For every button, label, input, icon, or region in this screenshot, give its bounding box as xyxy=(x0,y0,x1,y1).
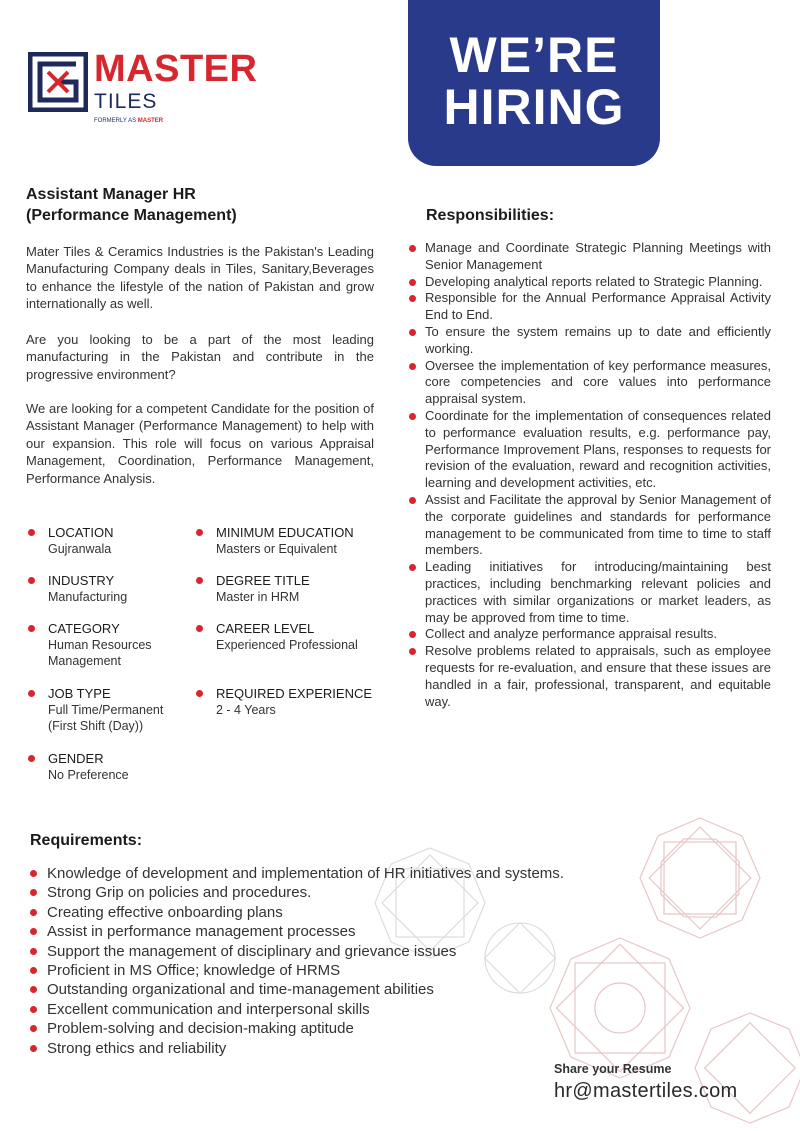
responsibility-text: To ensure the system remains up to date and efficiently working. xyxy=(425,323,771,356)
bullet-icon xyxy=(28,577,35,584)
responsibility-text: Assist and Facilitate the approval by Senior Management of the corporate guidelines and standards for performance management to be communicated from time to time to staff members. xyxy=(425,491,771,558)
list-item xyxy=(30,1039,564,1058)
list-item xyxy=(409,492,771,559)
bullet-icon xyxy=(30,986,37,993)
bullet-icon xyxy=(409,631,416,638)
list-item xyxy=(409,290,771,324)
requirements-list xyxy=(30,864,564,1058)
detail-value: Gujranwala xyxy=(48,542,112,556)
logo-name: MASTER xyxy=(94,48,258,90)
logo-mark-icon xyxy=(28,52,88,112)
responsibility-text: Oversee the implementation of key performance measures, core competencies and core values into performance appraisal system. xyxy=(425,357,771,407)
detail-label: LOCATION xyxy=(48,525,114,540)
bullet-icon xyxy=(196,529,203,536)
company-logo xyxy=(28,50,288,130)
intro-paragraph: We are looking for a competent Candidate for the position of Assistant Manager (Performance Management) to help with our expansion. This role will focus on various Appraisal Management, Coordination, Performance Management, Performance Analysis. xyxy=(26,401,374,486)
detail-value: Manufacturing xyxy=(48,590,128,604)
share-resume-label: Share your Resume xyxy=(554,1062,672,1076)
detail-label: REQUIRED EXPERIENCE xyxy=(216,686,373,701)
list-item xyxy=(30,864,564,883)
hiring-line-1: WE’RE xyxy=(449,27,619,83)
bullet-icon xyxy=(28,529,35,536)
bullet-icon xyxy=(30,928,37,935)
requirement-text: Problem-solving and decision-making aptitude xyxy=(47,1020,354,1038)
detail-label: DEGREE TITLE xyxy=(216,573,310,588)
responsibilities-list xyxy=(409,240,771,710)
job-title xyxy=(26,184,237,226)
logo-formerly-text: FORMERLY AS xyxy=(94,118,137,124)
requirement-text: Assist in performance management processes xyxy=(47,923,356,941)
intro-paragraph: Are you looking to be a part of the most leading manufacturing in the Pakistan and contribute in the progressive environment? xyxy=(26,332,374,382)
detail-label: GENDER xyxy=(48,751,104,766)
detail-value: 2 - 4 Years xyxy=(216,703,276,717)
responsibility-text: Coordinate for the implementation of consequences related to performance evaluation results, e.g. performance pay, Performance Improvement Plans, responses to requests for revision of the evaluation, reward and recognition activities, learning and development activities, etc. xyxy=(425,407,771,491)
bullet-icon xyxy=(30,870,37,877)
responsibility-text: Leading initiatives for introducing/maintaining best practices, including benchmarking relevant policies and practices with similar organizations or market leaders, as may be approved from time to time. xyxy=(425,559,771,625)
bullet-icon xyxy=(409,564,416,571)
contact-email[interactable]: hr@mastertiles.com xyxy=(554,1080,738,1102)
responsibility-text: Developing analytical reports related to Strategic Planning. xyxy=(425,273,763,289)
list-item xyxy=(30,942,564,961)
logo-tiles: TILES xyxy=(94,90,158,113)
bullet-icon xyxy=(30,1006,37,1013)
list-item xyxy=(30,1019,564,1038)
intro-paragraph: Mater Tiles & Ceramics Industries is the Pakistan's Leading Manufacturing Company deals in Tiles, Sanitary,Beverages to enhance the lifestyle of the nation of Pakistan and grow internationally as well. xyxy=(26,244,374,312)
requirement-text: Proficient in MS Office; knowledge of HRMS xyxy=(47,962,341,980)
list-item xyxy=(409,559,771,626)
requirement-text: Creating effective onboarding plans xyxy=(47,903,283,921)
requirement-text: Strong ethics and reliability xyxy=(47,1039,227,1057)
bullet-icon xyxy=(30,1045,37,1052)
logo-formerly xyxy=(94,118,163,124)
bullet-icon xyxy=(409,413,416,420)
job-title-line-1: Assistant Manager HR xyxy=(26,186,196,203)
requirement-text: Outstanding organizational and time-management abilities xyxy=(47,981,434,999)
requirement-text: Excellent communication and interpersonal skills xyxy=(47,1000,370,1018)
hiring-banner xyxy=(408,0,660,166)
detail-label: INDUSTRY xyxy=(48,573,115,588)
responsibilities-heading: Responsibilities: xyxy=(426,207,555,224)
list-item xyxy=(409,626,771,643)
bullet-icon xyxy=(30,909,37,916)
bullet-icon xyxy=(409,363,416,370)
detail-label: CAREER LEVEL xyxy=(216,621,315,636)
detail-value: Master in HRM xyxy=(216,590,300,604)
detail-value: Experienced Professional xyxy=(216,638,358,652)
bullet-icon xyxy=(28,755,35,762)
hiring-line-2: HIRING xyxy=(443,79,625,135)
bullet-icon xyxy=(196,690,203,697)
list-item xyxy=(409,240,771,274)
detail-value: No Preference xyxy=(48,768,129,782)
list-item xyxy=(409,358,771,408)
list-item xyxy=(30,980,564,999)
bullet-icon xyxy=(409,648,416,655)
detail-label: MINIMUM EDUCATION xyxy=(216,525,354,540)
bullet-icon xyxy=(409,295,416,302)
list-item xyxy=(409,324,771,358)
detail-value: Masters or Equivalent xyxy=(216,542,337,556)
bullet-icon xyxy=(30,948,37,955)
job-title-line-2: (Performance Management) xyxy=(26,207,237,224)
list-item xyxy=(30,903,564,922)
list-item xyxy=(30,922,564,941)
list-item xyxy=(409,408,771,492)
requirement-text: Support the management of disciplinary and grievance issues xyxy=(47,942,457,960)
bullet-icon xyxy=(409,329,416,336)
bullet-icon xyxy=(409,497,416,504)
list-item xyxy=(30,883,564,902)
bullet-icon xyxy=(28,690,35,697)
detail-value: Human Resources Management xyxy=(48,638,152,668)
list-item xyxy=(30,1000,564,1019)
bullet-icon xyxy=(30,1025,37,1032)
detail-value: Full Time/Permanent (First Shift (Day)) xyxy=(48,703,164,733)
requirement-text: Knowledge of development and implementation of HR initiatives and systems. xyxy=(47,865,564,882)
bullet-icon xyxy=(30,889,37,896)
list-item xyxy=(30,961,564,980)
bullet-icon xyxy=(409,279,416,286)
bullet-icon xyxy=(196,625,203,632)
detail-label: JOB TYPE xyxy=(48,686,111,701)
bullet-icon xyxy=(30,967,37,974)
responsibility-text: Manage and Coordinate Strategic Planning Meetings with Senior Management xyxy=(425,240,771,272)
bullet-icon xyxy=(28,625,35,632)
bullet-icon xyxy=(409,245,416,252)
list-item xyxy=(409,274,771,291)
requirement-text: Strong Grip on policies and procedures. xyxy=(47,884,312,902)
detail-label: CATEGORY xyxy=(48,621,120,636)
logo-formerly-brand: MASTER xyxy=(137,118,164,124)
requirements-heading: Requirements: xyxy=(30,832,143,849)
responsibility-text: Responsible for the Annual Performance Appraisal Activity End to End. xyxy=(425,290,771,323)
responsibility-text: Resolve problems related to appraisals, such as employee requests for re-evaluation, and ensure that these issues are handled in a fair, professional, transparent, and equitable way. xyxy=(425,643,771,709)
responsibility-text: Collect and analyze performance appraisal results. xyxy=(425,626,717,642)
bullet-icon xyxy=(196,577,203,584)
list-item xyxy=(409,643,771,710)
